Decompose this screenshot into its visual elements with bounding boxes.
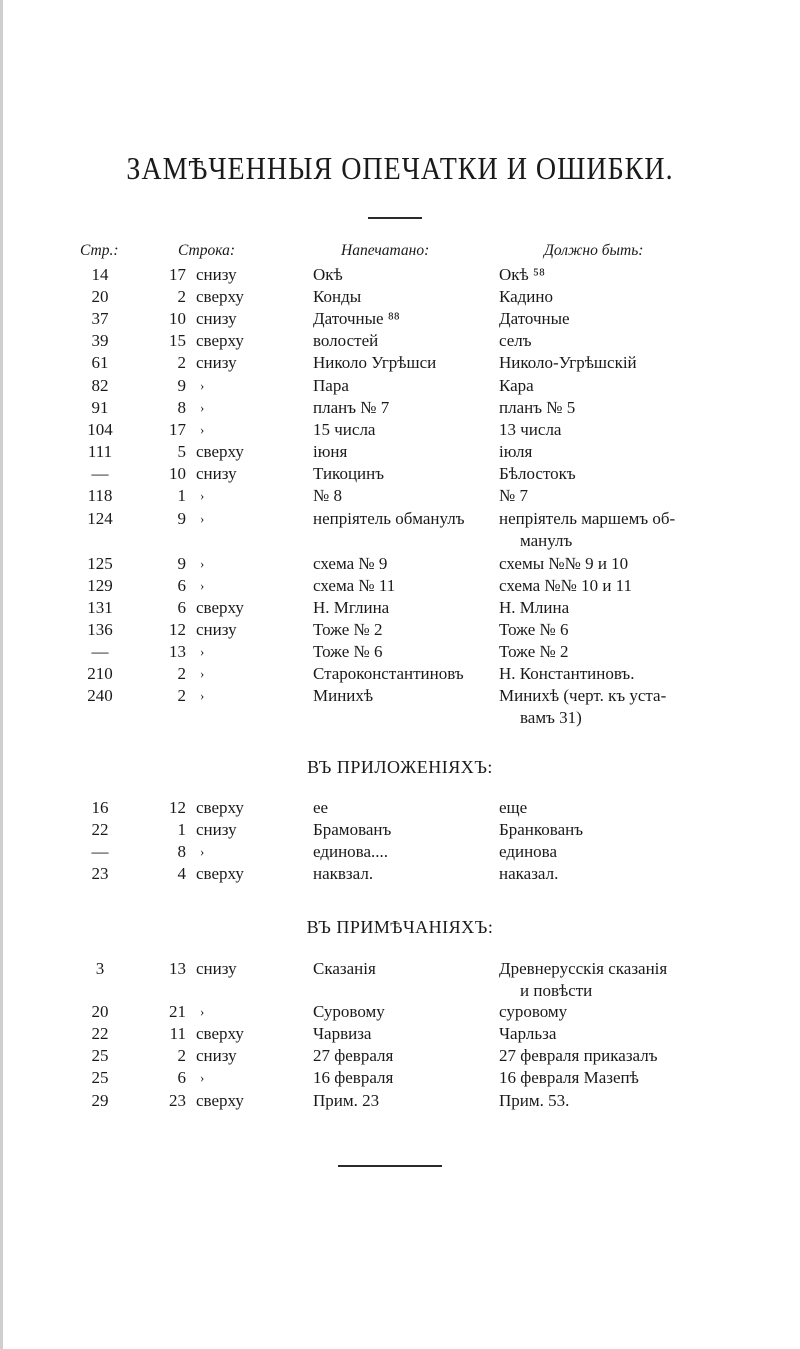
line-position: ›: [200, 422, 205, 437]
errata-row: [0, 1001, 800, 1023]
correct-text: еще: [499, 798, 528, 817]
printed-text: наквзал.: [313, 864, 374, 883]
notes-section-title: ВЪ ПРИМѢЧАНІЯХЪ:: [306, 917, 494, 937]
correct-text: суровому: [499, 1002, 568, 1021]
line-position: ›: [200, 688, 205, 703]
line-number: 1: [177, 486, 186, 505]
page-number: 20: [91, 1002, 109, 1021]
line-number: 5: [177, 442, 186, 461]
line-position: сверху: [196, 864, 244, 883]
line-position: ›: [200, 578, 205, 593]
correct-text: Прим. 53.: [499, 1091, 570, 1110]
line-position: снизу: [196, 620, 237, 639]
line-position: снизу: [196, 265, 237, 284]
printed-text: непріятель обманулъ: [313, 509, 465, 528]
line-position: ›: [200, 511, 205, 526]
correct-text: Чарльза: [499, 1024, 557, 1043]
correct-text: Тоже № 2: [499, 642, 569, 661]
line-position: снизу: [196, 959, 237, 978]
errata-row: [0, 841, 800, 863]
line-number: 6: [177, 576, 186, 595]
printed-text: Тикоцинъ: [313, 464, 385, 483]
line-position: сверху: [196, 442, 244, 461]
correct-text-continuation: и повѣсти: [520, 981, 593, 1000]
line-position: снизу: [196, 464, 237, 483]
header-correct: Должно быть:: [544, 242, 644, 259]
correct-text: Даточные: [499, 309, 570, 328]
line-number: 13: [169, 642, 186, 661]
correct-text: непріятель маршемъ об-: [499, 509, 676, 528]
printed-text: Пара: [313, 376, 349, 395]
errata-row: [0, 330, 800, 352]
errata-row: [0, 375, 800, 397]
printed-text: планъ № 7: [313, 398, 390, 417]
page-number: 25: [91, 1068, 109, 1087]
page-number: 29: [91, 1091, 109, 1110]
printed-text: Минихѣ: [313, 686, 374, 705]
page-number: 111: [87, 442, 113, 461]
line-number: 2: [177, 287, 186, 306]
appendix-section-title: ВЪ ПРИЛОЖЕНІЯХЪ:: [307, 757, 493, 777]
line-number: 17: [169, 420, 186, 439]
errata-row: [0, 597, 800, 619]
page-number: 104: [87, 420, 113, 439]
printed-text: Даточные ⁸⁸: [313, 309, 400, 328]
correct-text: планъ № 5: [499, 398, 576, 417]
correct-text: Н. Млина: [499, 598, 570, 617]
printed-text: Окѣ: [313, 265, 343, 284]
page-number: 61: [91, 353, 109, 372]
line-number: 2: [177, 686, 186, 705]
header-page: Стр.:: [80, 242, 119, 259]
correct-text: схема №№ 10 и 11: [499, 576, 633, 595]
line-position: ›: [200, 844, 205, 859]
line-number: 23: [169, 1091, 186, 1110]
line-number: 1: [177, 820, 186, 839]
line-number: 8: [177, 842, 186, 861]
correct-text: Бранкованъ: [499, 820, 584, 839]
correct-text: Тоже № 6: [499, 620, 569, 639]
line-number: 2: [177, 664, 186, 683]
line-position: сверху: [196, 1091, 244, 1110]
errata-row: [0, 1045, 800, 1067]
line-position: ›: [200, 1070, 205, 1085]
header-line: Строка:: [178, 242, 236, 259]
errata-row-continuation: [0, 707, 800, 729]
page-number: —: [91, 842, 109, 861]
line-number: 17: [169, 265, 186, 284]
page-number: 37: [91, 309, 109, 328]
printed-text: Николо Угрѣшси: [313, 353, 437, 372]
line-position: ›: [200, 488, 205, 503]
printed-text: Тоже № 6: [313, 642, 383, 661]
page-number: 125: [87, 554, 113, 573]
errata-row-continuation: [0, 980, 800, 1002]
correct-text: № 7: [499, 486, 528, 505]
correct-text: іюля: [499, 442, 533, 461]
page-number: 39: [91, 331, 109, 350]
line-number: 13: [169, 959, 186, 978]
correct-text: Кара: [499, 376, 534, 395]
page-number: 20: [91, 287, 109, 306]
errata-row: [0, 863, 800, 885]
page-number: 118: [87, 486, 113, 505]
line-position: ›: [200, 556, 205, 571]
line-number: 6: [177, 598, 186, 617]
line-number: 12: [169, 620, 186, 639]
page-number: 23: [91, 864, 109, 883]
line-number: 10: [169, 309, 186, 328]
line-position: снизу: [196, 309, 237, 328]
correct-text: единова: [499, 842, 558, 861]
page-number: 124: [87, 509, 113, 528]
correct-text: Минихѣ (черт. къ уста-: [499, 686, 667, 705]
errata-row: [0, 264, 800, 286]
correct-text: схемы №№ 9 и 10: [499, 554, 629, 573]
printed-text: 15 числа: [313, 420, 376, 439]
page-number: 131: [87, 598, 113, 617]
printed-text: Брамованъ: [313, 820, 392, 839]
page-number: 240: [87, 686, 113, 705]
page-number: —: [91, 642, 109, 661]
page-number: —: [91, 464, 109, 483]
errata-row: [0, 575, 800, 597]
printed-text: № 8: [313, 486, 342, 505]
line-number: 11: [169, 1024, 186, 1043]
line-number: 10: [169, 464, 186, 483]
correct-text-continuation: вамъ 31): [520, 708, 582, 727]
errata-row: [0, 419, 800, 441]
page-number: 210: [87, 664, 113, 683]
printed-text: 27 февраля: [313, 1046, 394, 1065]
page-number: 25: [91, 1046, 109, 1065]
printed-text: Конды: [313, 287, 362, 306]
page-number: 14: [91, 265, 109, 284]
line-position: сверху: [196, 798, 244, 817]
line-position: снизу: [196, 353, 237, 372]
line-position: снизу: [196, 820, 237, 839]
page-title: ЗАМѢЧЕННЫЯ ОПЕЧАТКИ И ОШИБКИ.: [126, 152, 674, 187]
line-position: сверху: [196, 598, 244, 617]
errata-row: [0, 819, 800, 841]
errata-row: [0, 619, 800, 641]
page-number: 136: [87, 620, 113, 639]
line-number: 2: [177, 1046, 186, 1065]
column-headers: [0, 240, 800, 262]
header-printed: Напечатано:: [341, 242, 430, 259]
correct-text: селъ: [499, 331, 532, 350]
line-position: ›: [200, 666, 205, 681]
line-position: ›: [200, 378, 205, 393]
line-number: 12: [169, 798, 186, 817]
line-position: ›: [200, 1004, 205, 1019]
page-number: 91: [91, 398, 109, 417]
printed-text: Тоже № 2: [313, 620, 383, 639]
line-number: 9: [177, 509, 186, 528]
errata-row: [0, 685, 800, 707]
errata-row: [0, 663, 800, 685]
line-position: снизу: [196, 1046, 237, 1065]
page-number: 82: [91, 376, 109, 395]
errata-row: [0, 441, 800, 463]
printed-text: единова....: [313, 842, 389, 861]
errata-row: [0, 286, 800, 308]
line-position: сверху: [196, 1024, 244, 1043]
line-position: ›: [200, 400, 205, 415]
line-position: сверху: [196, 331, 244, 350]
correct-text: Н. Константиновъ.: [499, 664, 635, 683]
errata-row: [0, 641, 800, 663]
printed-text: 16 февраля: [313, 1068, 394, 1087]
errata-row-continuation: [0, 530, 800, 552]
errata-row: [0, 1067, 800, 1089]
correct-text: Кадино: [499, 287, 554, 306]
page-number: 129: [87, 576, 113, 595]
printed-text: Суровому: [313, 1002, 385, 1021]
correct-text: 13 числа: [499, 420, 562, 439]
page-number: 16: [91, 798, 109, 817]
errata-row: [0, 1090, 800, 1112]
printed-text: іюня: [313, 442, 348, 461]
correct-text: 16 февраля Мазепѣ: [499, 1068, 639, 1087]
correct-text: Николо-Угрѣшскій: [499, 353, 637, 372]
errata-row: [0, 485, 800, 507]
errata-row: [0, 308, 800, 330]
page-number: 3: [95, 959, 105, 978]
errata-row: [0, 508, 800, 530]
page-number: 22: [91, 1024, 109, 1043]
printed-text: схема № 11: [313, 576, 396, 595]
printed-text: Прим. 23: [313, 1091, 380, 1110]
line-position: сверху: [196, 287, 244, 306]
title-divider: [368, 217, 422, 219]
errata-row: [0, 397, 800, 419]
correct-text-continuation: манулъ: [520, 531, 573, 550]
correct-text: Окѣ ⁵⁸: [499, 265, 545, 284]
line-number: 2: [177, 353, 186, 372]
line-number: 8: [177, 398, 186, 417]
correct-text: наказал.: [499, 864, 559, 883]
errata-row: [0, 1023, 800, 1045]
errata-row: [0, 958, 800, 980]
page-number: 22: [91, 820, 109, 839]
end-divider: [338, 1165, 442, 1167]
printed-text: ее: [313, 798, 329, 817]
line-number: 4: [177, 864, 186, 883]
errata-row: [0, 463, 800, 485]
line-number: 15: [169, 331, 186, 350]
correct-text: Бѣлостокъ: [499, 464, 576, 483]
line-number: 6: [177, 1068, 186, 1087]
correct-text: 27 февраля приказалъ: [499, 1046, 658, 1065]
printed-text: Н. Мглина: [313, 598, 390, 617]
line-number: 9: [177, 554, 186, 573]
printed-text: Чарвиза: [313, 1024, 372, 1043]
correct-text: Древнерусскія сказанія: [499, 959, 668, 978]
line-number: 9: [177, 376, 186, 395]
line-position: ›: [200, 644, 205, 659]
errata-row: [0, 797, 800, 819]
printed-text: схема № 9: [313, 554, 388, 573]
printed-text: Сказанія: [313, 959, 376, 978]
errata-row: [0, 352, 800, 374]
printed-text: Староконстантиновъ: [313, 664, 464, 683]
printed-text: волостей: [313, 331, 379, 350]
errata-row: [0, 553, 800, 575]
line-number: 21: [169, 1002, 186, 1021]
